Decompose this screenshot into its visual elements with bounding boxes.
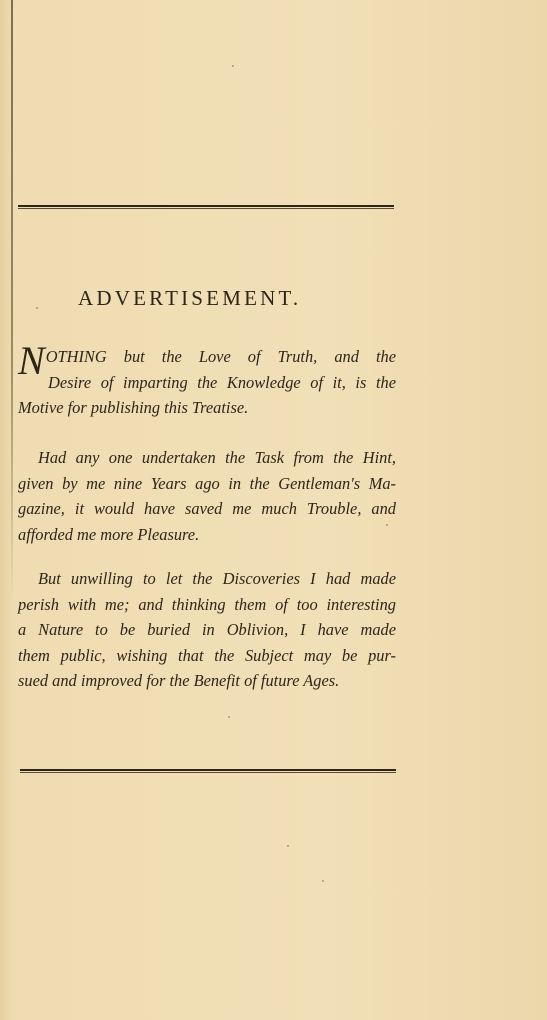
paragraph-3-line-2: perish with me; and thinking them of too interesting	[18, 594, 396, 614]
paragraph-3-line-5: sued and improved for the Benefit of future Ages.	[18, 671, 340, 690]
paper-speck	[386, 524, 388, 526]
paragraph-2-line-4: afforded me more Pleasure.	[18, 524, 200, 544]
page-gutter-line	[11, 0, 13, 600]
paragraph-2-line-2: given by me nine Years ago in the Gentleman's Ma-	[18, 473, 396, 493]
page-heading: ADVERTISEMENT.	[78, 286, 302, 310]
paragraph-3-line-3: a Nature to be buried in Oblivion, I have made	[18, 620, 396, 639]
paragraph-3	[18, 566, 396, 694]
paper-speck	[228, 716, 230, 718]
paper-speck	[232, 65, 234, 67]
paragraph-3-line-1: But unwilling to let the Discoveries I had made	[38, 569, 396, 588]
paragraph-2-line-3: gazine, it would have saved me much Trouble, and	[18, 499, 396, 518]
paragraph-3-line-4: them public, wishing that the Subject may be pur-	[18, 645, 396, 665]
top-rule	[18, 205, 394, 209]
paragraph-1	[18, 338, 396, 421]
paper-speck	[36, 307, 38, 309]
drop-cap: N	[18, 338, 45, 383]
paper-speck	[287, 845, 289, 847]
paragraph-1-line-2: Desire of imparting the Knowledge of it, is the	[48, 372, 396, 392]
paper-speck	[322, 880, 324, 882]
paragraph-1-line-3: Motive for publishing this Treatise.	[18, 398, 249, 417]
bottom-rule	[20, 769, 396, 773]
paragraph-1-line-1: OTHING but the Love of Truth, and the	[45, 347, 396, 366]
paragraph-2	[18, 445, 396, 547]
paragraph-2-line-1: Had any one undertaken the Task from the Hint,	[38, 448, 396, 467]
